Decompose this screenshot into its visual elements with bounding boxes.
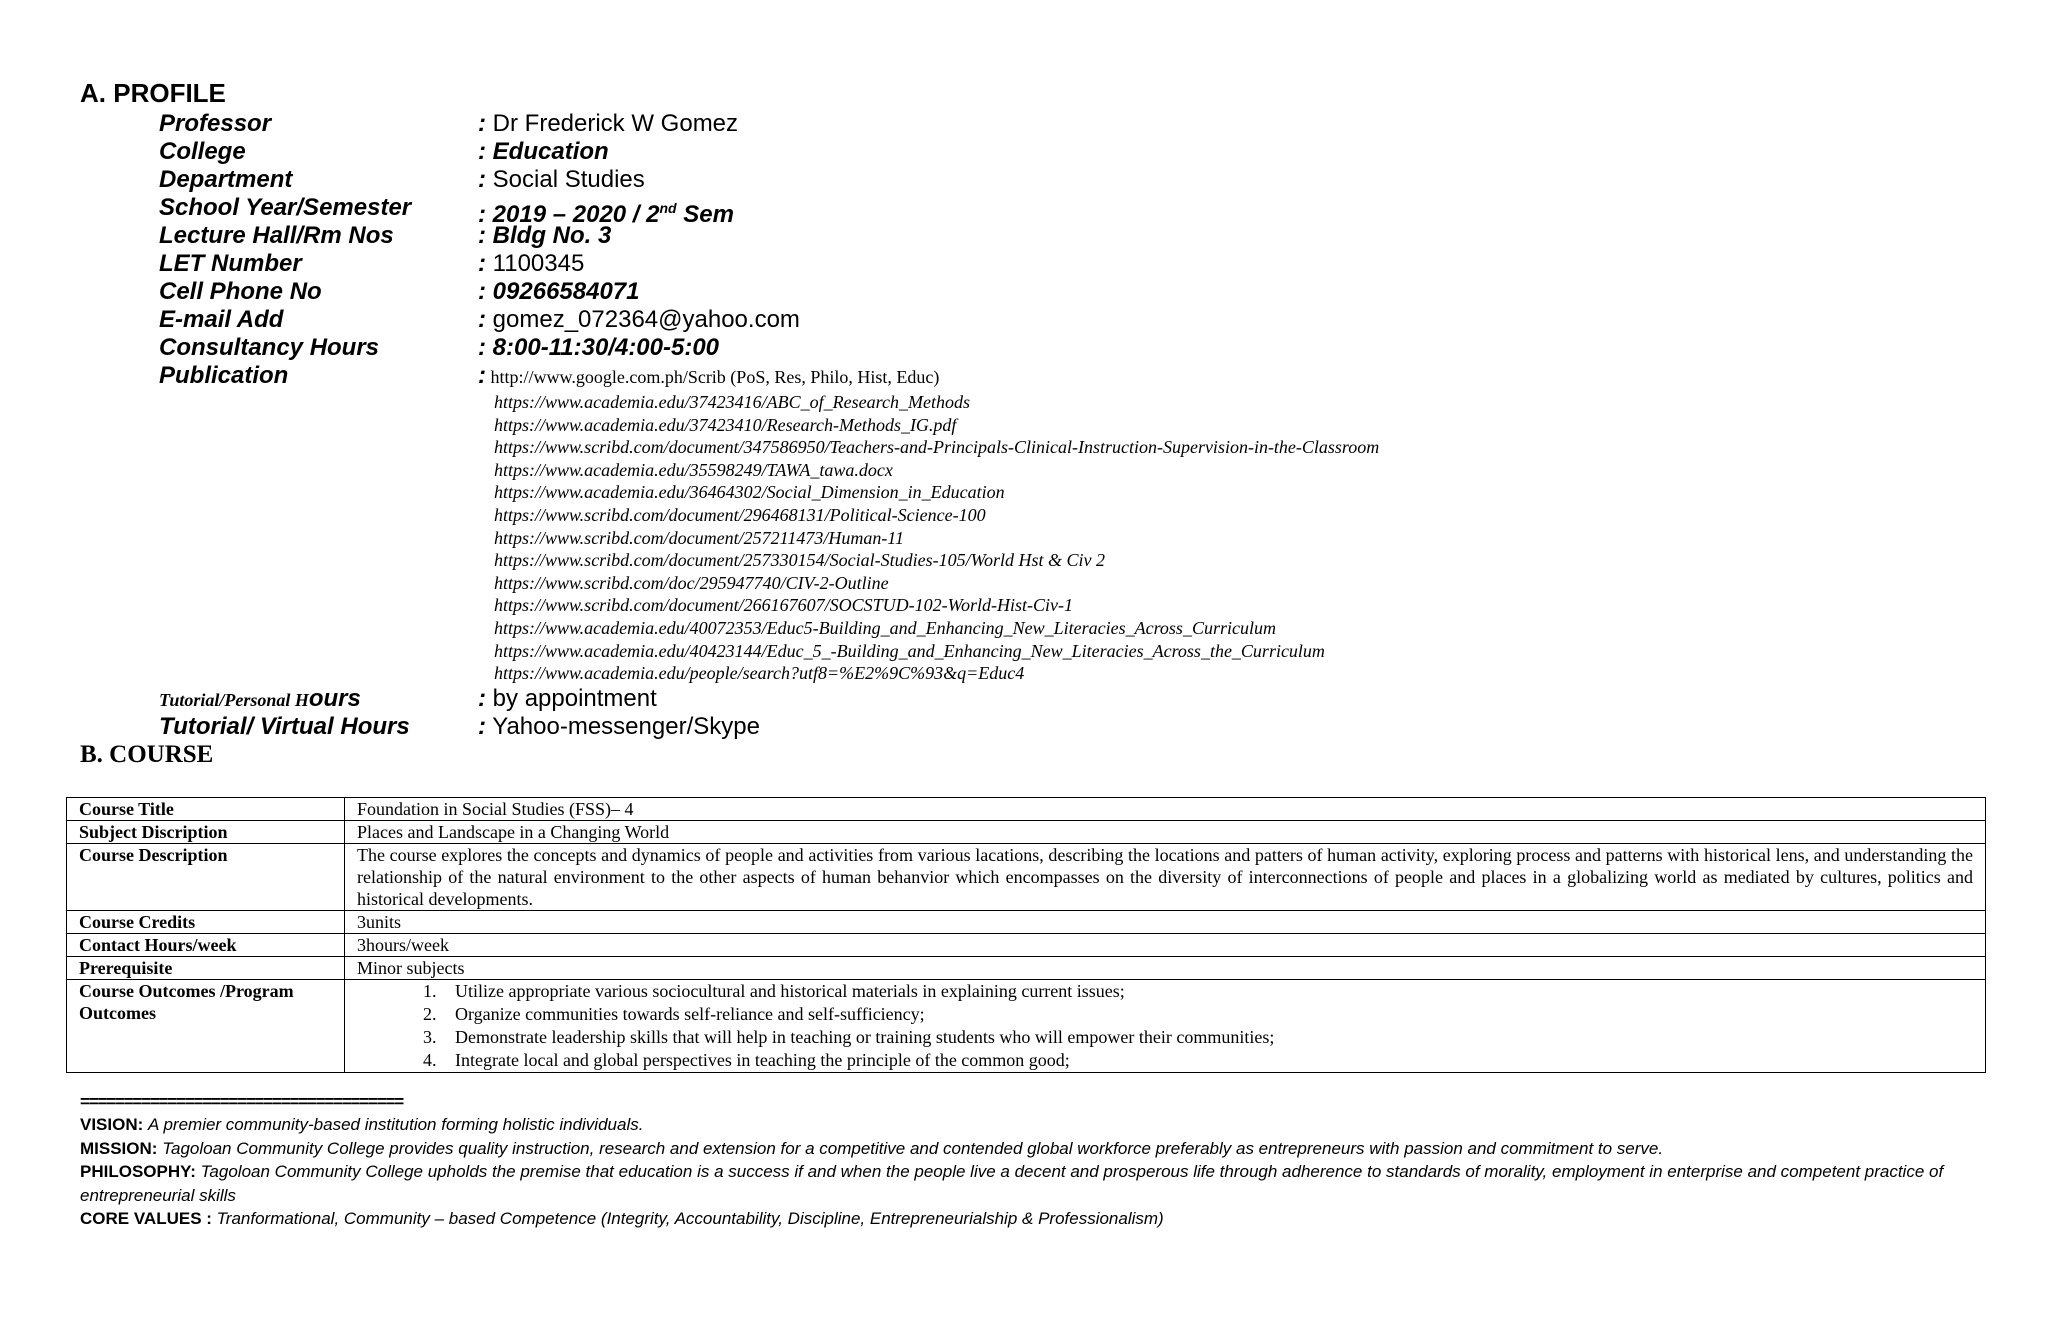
mission-statement: MISSION: Tagoloan Community College provides quality instruction, research and extension for a competitive and contended global workforce preferably as entrepreneurs with passion and commitment to serve. <box>80 1138 1664 1158</box>
course-table <box>66 797 1986 1073</box>
course-credits-label: Course Credits <box>67 911 345 934</box>
profile-value: : Social Studies <box>478 166 645 193</box>
profile-label: Publication <box>159 362 289 389</box>
profile-label: Cell Phone No <box>159 278 322 305</box>
publication-link[interactable]: https://www.academia.edu/36464302/Social_Dimension_in_Education <box>494 482 1005 503</box>
publication-link[interactable]: https://www.academia.edu/35598249/TAWA_tawa.docx <box>494 459 893 480</box>
publication-link[interactable]: https://www.academia.edu/37423416/ABC_of_Research_Methods <box>494 392 970 412</box>
separator-line: ===================================== <box>80 1092 403 1111</box>
table-row <box>67 798 1986 821</box>
table-row <box>67 911 1986 934</box>
contact-hours-label: Contact Hours/week <box>67 934 345 957</box>
course-title-value: Foundation in Social Studies (FSS)– 4 <box>345 798 1986 821</box>
table-row <box>67 980 1986 1073</box>
profile-label: Professor <box>159 110 272 137</box>
outcomes-list <box>357 980 1973 1072</box>
profile-label: Lecture Hall/Rm Nos <box>159 222 394 249</box>
profile-value: : by appointment <box>478 684 657 712</box>
publication-list: : http://www.google.com.ph/Scrib (PoS, Res, Philo, Hist, Educ) https://www.academia.edu/37423416/ABC_of_Research_Methods https://www.academia.edu/37423410/Research-Methods_IG.pdf https://www.scribd.com/document/347586950/Teachers-and-Principals-Clinical-Instruction-Supervision-in-the-Classroom https://www.academia.edu/35598249/TAWA_tawa.docx https://www.academia.edu/36464302/Social_Dimension_in_Education https://www.scribd.com/document/296468131/Political-Science-100 https://www.scribd.com/document/257211473/Human-11 https://www.scribd.com/document/257330154/Social-Studies-105/World Hst & Civ 2 https://www.scribd.com/doc/295947740/CIV-2-Outline https://www.scribd.com/document/266167607/SOCSTUD-102-World-Hist-Civ-1 https://www.academia.edu/40072353/Educ5-Building_and_Enhancing_New_Literacies_Across_Curriculum https://www.academia.edu/40423144/Educ_5_-Building_and_Enhancing_New_Literacies_Across_the_Curriculum https://www.academia.edu/people/search?utf8=%E2%9C%93&q=Educ4 <box>478 362 1380 684</box>
profile-row-let-number <box>159 250 1959 278</box>
profile-row-email <box>159 306 1959 334</box>
profile-value: : gomez_072364@yahoo.com <box>478 306 800 333</box>
profile-value: : 09266584071 <box>478 278 640 305</box>
profile-row-tutorial-virtual <box>159 713 1959 741</box>
subject-description-value: Places and Landscape in a Changing World <box>345 821 1986 844</box>
subject-description-label: Subject Discription <box>67 821 345 844</box>
profile-row-department <box>159 166 1959 194</box>
profile-label: College <box>159 138 246 165</box>
course-description-value: The course explores the concepts and dynamics of people and activities from various lacations, describing the locations and patters of human activity, exploring process and patterns with historical lens, and understanding the relationship of the natural environment to the other aspects of human behanvior which encompasses on the diversity of interconnections of people and places in a globalizing world as mediated by cultures, politics and historical developments. <box>345 844 1986 911</box>
vision-statement: VISION: A premier community-based institution forming holistic individuals. <box>80 1115 644 1134</box>
profile-label: School Year/Semester <box>159 194 412 221</box>
table-row <box>67 844 1986 911</box>
profile-label: Tutorial/ Virtual Hours <box>159 712 410 740</box>
profile-value: : 2019 – 2020 / 2nd Sem <box>478 200 734 228</box>
profile-value: : 1100345 <box>478 250 585 277</box>
profile-value: : Dr Frederick W Gomez <box>478 110 739 137</box>
profile-row-tutorial-personal <box>159 685 1959 713</box>
course-description-label: Course Description <box>67 844 345 911</box>
table-row <box>67 934 1986 957</box>
profile-block <box>159 110 1959 741</box>
publication-link[interactable]: https://www.scribd.com/document/296468131/Political-Science-100 <box>494 504 986 525</box>
profile-label: LET Number <box>159 250 302 277</box>
contact-hours-value: 3hours/week <box>345 934 1986 957</box>
profile-row-cell-phone <box>159 278 1959 306</box>
philosophy-statement: PHILOSOPHY: Tagoloan Community College upholds the premise that education is a success if and when the people live a decent and prosperous life through adherence to standards of morality, employment in enterprise and competent practice of entrepreneurial skills <box>80 1162 1944 1205</box>
course-title-label: Course Title <box>67 798 345 821</box>
publication-link[interactable]: https://www.scribd.com/document/347586950/Teachers-and-Principals-Clinical-Instruction-Supervision-in-the-Classroom <box>494 437 1380 458</box>
profile-value: : 8:00-11:30/4:00-5:00 <box>478 334 720 361</box>
profile-label: E-mail Add <box>159 306 284 333</box>
list-item: 4. Integrate local and global perspectives in teaching the principle of the common good; <box>441 1049 1973 1072</box>
profile-value: : Yahoo-messenger/Skype <box>478 712 760 740</box>
profile-value: : Education <box>478 138 609 165</box>
section-b-heading: B. COURSE <box>80 741 214 768</box>
profile-label: Tutorial/Personal Hours <box>159 684 361 712</box>
profile-value: : Bldg No. 3 <box>478 222 612 249</box>
list-item: 3. Demonstrate leadership skills that will help in teaching or training students who will empower their communities; <box>441 1026 1973 1049</box>
publication-link[interactable]: https://www.academia.edu/40072353/Educ5-Building_and_Enhancing_New_Literacies_Across_Curriculum <box>494 617 1276 638</box>
publication-link[interactable]: https://www.academia.edu/people/search?utf8=%E2%9C%93&q=Educ4 <box>494 663 1025 684</box>
prerequisite-label: Prerequisite <box>67 957 345 980</box>
table-row <box>67 957 1986 980</box>
course-credits-value: 3units <box>345 911 1986 934</box>
table-row <box>67 821 1986 844</box>
core-values-statement: CORE VALUES : Tranformational, Community – based Competence (Integrity, Accountability, Discipline, Entrepreneurialship & Professionalism) <box>80 1209 1164 1228</box>
publication-link[interactable]: https://www.scribd.com/document/266167607/SOCSTUD-102-World-Hist-Civ-1 <box>494 595 1073 616</box>
course-outcomes-value <box>345 980 1986 1073</box>
publication-link[interactable]: https://www.scribd.com/document/257330154/Social-Studies-105/World Hst & Civ 2 <box>494 550 1105 571</box>
publication-link[interactable]: https://www.scribd.com/document/257211473/Human-11 <box>494 527 904 548</box>
profile-label: Department <box>159 166 293 193</box>
publication-link[interactable]: https://www.scribd.com/doc/295947740/CIV-2-Outline <box>494 572 889 593</box>
publication-link[interactable]: https://www.academia.edu/37423410/Research-Methods_IG.pdf <box>494 414 957 435</box>
profile-label: Consultancy Hours <box>159 334 380 361</box>
profile-row-professor <box>159 110 1959 138</box>
profile-row-lecture-hall <box>159 222 1959 250</box>
footer-statements <box>80 1113 1980 1231</box>
profile-row-publication <box>159 362 1959 685</box>
profile-row-consultancy-hours <box>159 334 1959 362</box>
profile-row-college <box>159 138 1959 166</box>
list-item: 2. Organize communities towards self-reliance and self-sufficiency; <box>441 1003 1973 1026</box>
publication-link[interactable]: https://www.academia.edu/40423144/Educ_5_-Building_and_Enhancing_New_Literacies_Across_the_Curriculum <box>494 640 1325 661</box>
prerequisite-value: Minor subjects <box>345 957 1986 980</box>
section-a-heading: A. PROFILE <box>80 78 226 108</box>
list-item: 1. Utilize appropriate various sociocultural and historical materials in explaining current issues; <box>441 980 1973 1003</box>
profile-row-school-year <box>159 194 1959 228</box>
course-outcomes-label: Course Outcomes /Program Outcomes <box>67 980 345 1073</box>
